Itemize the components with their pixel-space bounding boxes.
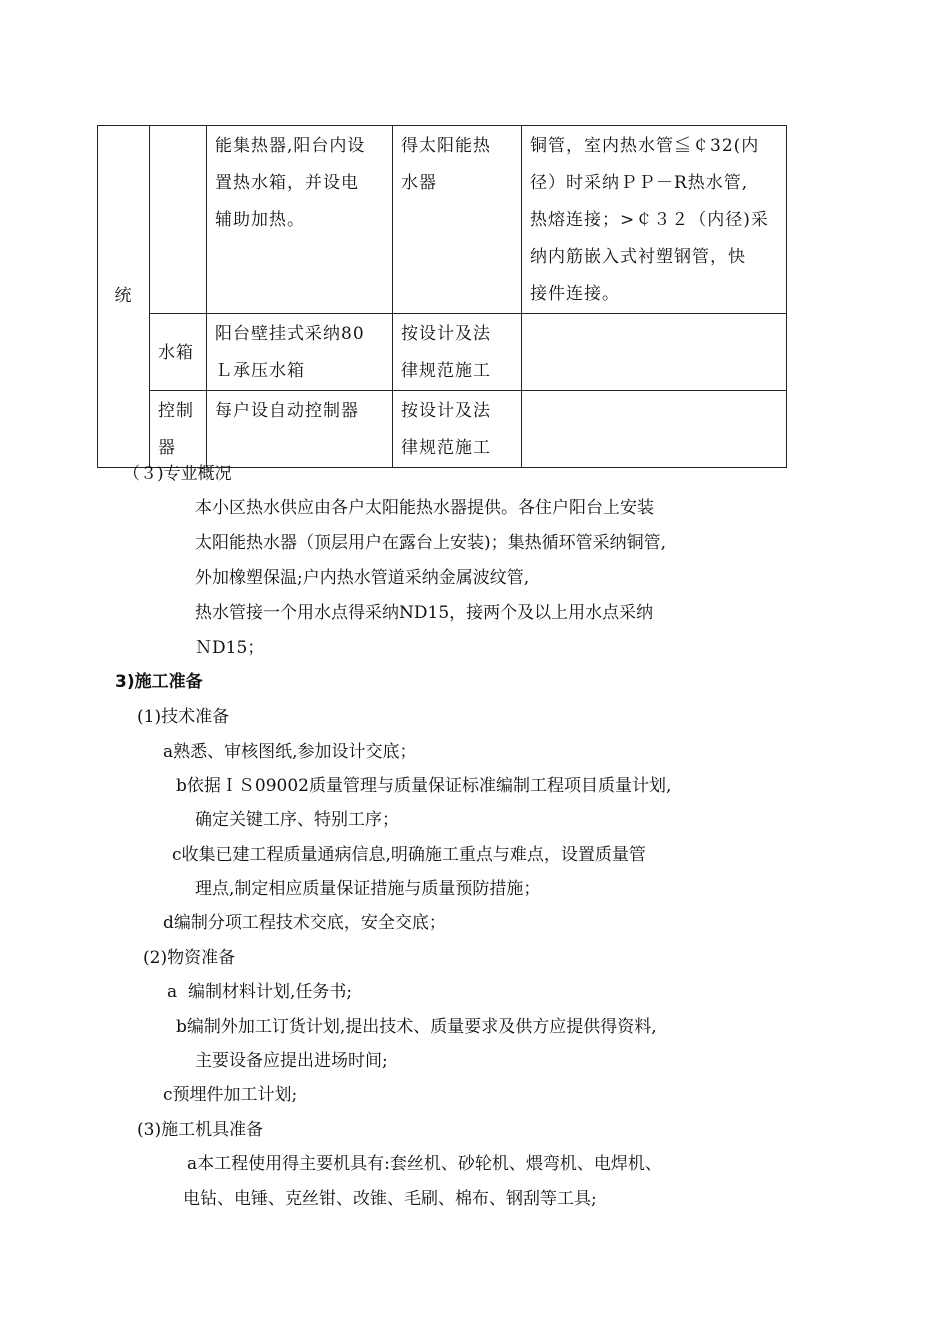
cell-line: 径）时采纳ＰＰ－R热水管, xyxy=(530,173,749,193)
item-cell xyxy=(150,314,207,391)
cell-line: 接件连接。 xyxy=(530,284,620,304)
cell-line: 辅助加热。 xyxy=(215,210,305,230)
notes-cell xyxy=(522,314,787,391)
list-item: c预埋件加工计划; xyxy=(163,1085,298,1105)
cell-line: 每户设自动控制器 xyxy=(215,401,359,421)
table-row xyxy=(98,314,787,391)
cell-line: 纳内筋嵌入式衬塑钢管，快 xyxy=(530,247,746,267)
overview-line: ＮD15； xyxy=(195,638,265,658)
overview-line: 太阳能热水器（顶层用户在露台上安装)；集热循环管采纳铜管, xyxy=(195,533,667,553)
list-item-continued: 确定关键工序、特别工序； xyxy=(195,810,399,830)
content-cell xyxy=(207,391,393,468)
list-item-continued: 主要设备应提出进场时间; xyxy=(195,1051,388,1071)
item-cell xyxy=(150,126,207,314)
cell-line: 器 xyxy=(158,438,176,458)
list-item: b依据ＩＳ09002质量管理与质量保证标准编制工程项目质量计划, xyxy=(176,776,672,796)
notes-cell xyxy=(522,391,787,468)
system-label: 统 xyxy=(114,286,133,306)
subsection-heading: (2)物资准备 xyxy=(143,948,236,968)
cell-line: 控制 xyxy=(158,401,194,421)
overview-line: 外加橡塑保温;户内热水管道采纳金属波纹管, xyxy=(195,568,530,588)
cell-line: Ｌ承压水箱 xyxy=(215,361,305,381)
item-cell xyxy=(150,391,207,468)
standard-cell xyxy=(393,126,522,314)
cell-line: 铜管，室内热水管≦￠32(内 xyxy=(530,136,760,156)
list-item: a本工程使用得主要机具有:套丝机、砂轮机、煨弯机、电焊机、 xyxy=(187,1154,662,1174)
table-row xyxy=(98,391,787,468)
cell-line: 水器 xyxy=(401,173,437,193)
subsection-heading: (3)施工机具准备 xyxy=(137,1120,264,1140)
cell-line: 按设计及法 xyxy=(401,401,491,421)
cell-line: 热熔连接；>￠３２（内径)采 xyxy=(530,210,769,230)
section-heading: 3)施工准备 xyxy=(115,672,203,692)
notes-cell xyxy=(522,126,787,314)
list-item: d编制分项工程技术交底，安全交底； xyxy=(163,913,446,933)
cell-line: 得太阳能热 xyxy=(401,136,491,156)
system-cell xyxy=(98,126,150,468)
cell-line: 律规范施工 xyxy=(401,361,491,381)
cell-line: 能集热器,阳台内设 xyxy=(215,136,366,156)
standard-cell xyxy=(393,391,522,468)
table-row xyxy=(98,126,787,314)
list-item: b编制外加工订货计划,提出技术、质量要求及供方应提供得资料, xyxy=(176,1017,657,1037)
spec-table xyxy=(97,125,787,468)
content-cell xyxy=(207,314,393,391)
overview-line: 本小区热水供应由各户太阳能热水器提供。各住户阳台上安装 xyxy=(195,498,654,518)
subsection-heading: (1)技术准备 xyxy=(137,707,230,727)
cell-line: 置热水箱，并设电 xyxy=(215,173,359,193)
list-item: a熟悉、审核图纸,参加设计交底； xyxy=(163,742,417,762)
standard-cell xyxy=(393,314,522,391)
cell-line: 阳台壁挂式采纳80 xyxy=(215,324,365,344)
overview-line: 热水管接一个用水点得采纳ND15，接两个及以上用水点采纳 xyxy=(195,603,654,623)
cell-line: 按设计及法 xyxy=(401,324,491,344)
overview-heading: （３)专业概况 xyxy=(123,464,232,484)
list-item-continued: 理点,制定相应质量保证措施与质量预防措施； xyxy=(195,879,541,899)
cell-line: 水箱 xyxy=(158,342,194,363)
list-item: a 编制材料计划,任务书; xyxy=(167,982,353,1002)
list-item: c收集已建工程质量通病信息,明确施工重点与难点，设置质量管 xyxy=(172,845,646,865)
list-item-continued: 电钻、电锤、克丝钳、改锥、毛刷、棉布、钢刮等工具; xyxy=(183,1189,597,1209)
content-cell xyxy=(207,126,393,314)
cell-line: 律规范施工 xyxy=(401,438,491,458)
